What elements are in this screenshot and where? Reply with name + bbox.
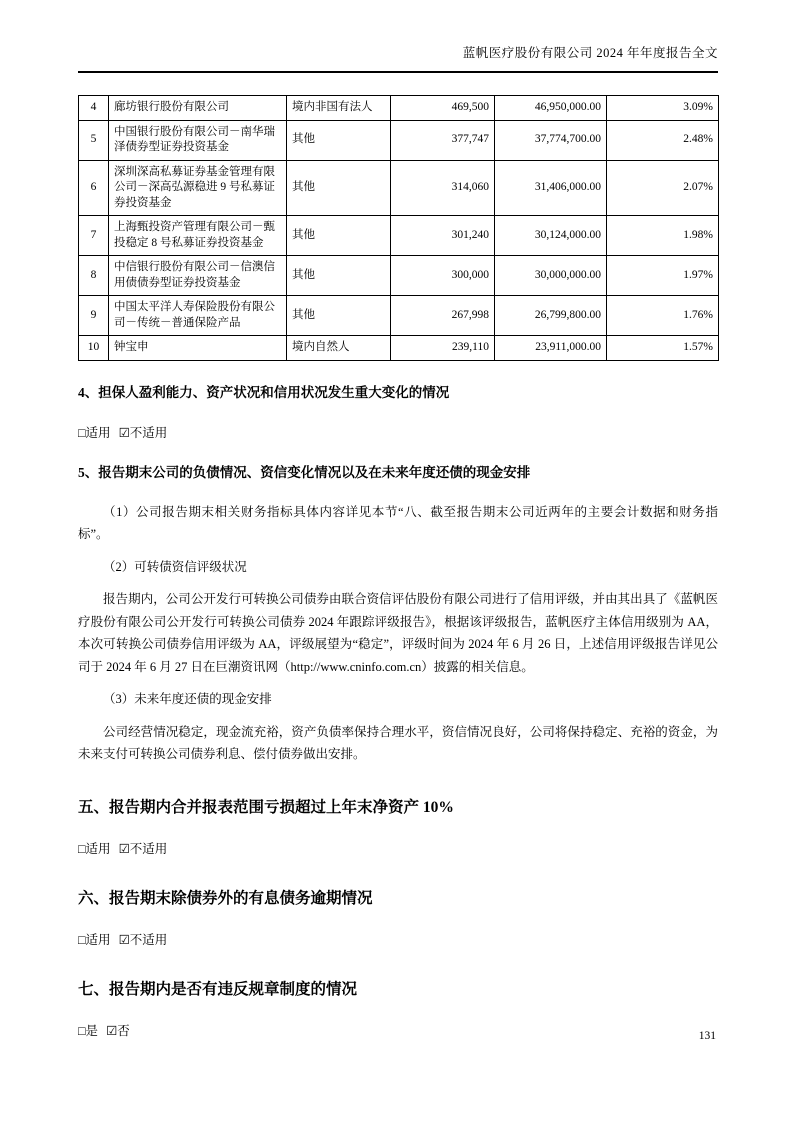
percentage-value: 2.07%: [607, 160, 719, 216]
section-4-applicability: [78, 425, 718, 441]
header-title: 蓝帆医疗股份有限公司 2024 年年度报告全文: [462, 46, 718, 60]
section-5-paragraph-5: 公司经营情况稳定，现金流充裕，资产负债率保持合理水平，资信情况良好，公司将保持稳定、充裕的资金，为未来支付可转换公司债券利息、偿付债券做出安排。: [78, 724, 718, 761]
section-5-paragraph-4: （3）未来年度还债的现金安排: [103, 692, 272, 706]
section-seven-heading: 七、报告期内是否有违反规章制度的情况: [78, 980, 358, 998]
section-4-heading: 4、担保人盈利能力、资产状况和信用状况发生重大变化的情况: [78, 384, 450, 400]
amount-value: 46,950,000.00: [495, 96, 607, 121]
section-six-applicability: [78, 932, 718, 948]
checkbox-not-applicable: ☑不适用: [118, 841, 168, 856]
section-5-paragraph-2: （2）可转债资信评级状况: [103, 559, 247, 574]
checkbox-not-applicable: ☑不适用: [118, 425, 168, 440]
amount-value: 30,124,000.00: [495, 216, 607, 256]
shares-count: 267,998: [391, 296, 495, 336]
amount-value: 26,799,800.00: [495, 296, 607, 336]
shareholder-type: 其他: [287, 216, 391, 256]
shareholder-name: 深圳深高私募证券基金管理有限公司－深高弘源稳进 9 号私募证券投资基金: [109, 160, 287, 216]
checkbox-applicable: □适用: [78, 425, 111, 440]
shareholders-table-body: [79, 96, 719, 361]
table-row: [79, 296, 719, 336]
shareholder-name: 钟宝申: [109, 336, 287, 361]
shareholder-type: 其他: [287, 256, 391, 296]
shareholders-table: [78, 95, 719, 361]
shares-count: 300,000: [391, 256, 495, 296]
table-row: [79, 120, 719, 160]
amount-value: 37,774,700.00: [495, 120, 607, 160]
shares-count: 469,500: [391, 96, 495, 121]
percentage-value: 1.97%: [607, 256, 719, 296]
percentage-value: 2.48%: [607, 120, 719, 160]
checkbox-applicable: □适用: [78, 932, 111, 947]
row-number: 10: [79, 336, 109, 361]
checkbox-no: ☑否: [106, 1023, 130, 1038]
percentage-value: 1.76%: [607, 296, 719, 336]
shareholder-type: 其他: [287, 296, 391, 336]
shareholder-name: 廊坊银行股份有限公司: [109, 96, 287, 121]
section-five-heading: 五、报告期内合并报表范围亏损超过上年末净资产 10%: [78, 798, 454, 816]
amount-value: 30,000,000.00: [495, 256, 607, 296]
section-seven-applicability: [78, 1023, 718, 1039]
section-5-heading: 5、报告期末公司的负债情况、资信变化情况以及在未来年度还债的现金安排: [78, 464, 531, 480]
shareholder-type: 境内自然人: [287, 336, 391, 361]
checkbox-yes: □是: [78, 1023, 99, 1038]
shareholder-type: 其他: [287, 160, 391, 216]
section-5-paragraph-1: （1）公司报告期末相关财务指标具体内容详见本节“八、截至报告期末公司近两年的主要会计数据和财务指标”。: [78, 504, 718, 541]
row-number: 5: [79, 120, 109, 160]
percentage-value: 1.98%: [607, 216, 719, 256]
shares-count: 301,240: [391, 216, 495, 256]
percentage-value: 3.09%: [607, 96, 719, 121]
shareholder-name: 中国太平洋人寿保险股份有限公司－传统－普通保险产品: [109, 296, 287, 336]
shareholder-name: 中信银行股份有限公司－信澳信用债债券型证券投资基金: [109, 256, 287, 296]
section-five-applicability: [78, 841, 718, 857]
table-row: [79, 216, 719, 256]
row-number: 9: [79, 296, 109, 336]
section-5-paragraph-3: 报告期内，公司公开发行可转换公司债券由联合资信评估股份有限公司进行了信用评级，并由其出具了《蓝帆医疗股份有限公司公开发行可转换公司债券 2024 年跟踪评级报告》，根据该评级报告，蓝帆医疗主体信用级别为 AA，本次可转换公司债券信用评级为 AA，评级展望为“稳定”，评级时间为 2024 年 6 月 26 日，上述信用评级报告详见公司于 2024 年 6 月 27 日在巨潮资讯网（http://www.cninfo.com.cn）披露的相关信息。: [78, 592, 718, 674]
table-row: [79, 96, 719, 121]
table-row: [79, 336, 719, 361]
amount-value: 31,406,000.00: [495, 160, 607, 216]
table-row: [79, 256, 719, 296]
shares-count: 377,747: [391, 120, 495, 160]
row-number: 6: [79, 160, 109, 216]
page-number: 131: [698, 1030, 716, 1042]
shareholder-type: 境内非国有法人: [287, 96, 391, 121]
checkbox-applicable: □适用: [78, 841, 111, 856]
table-row: [79, 160, 719, 216]
page-header: [78, 0, 718, 73]
row-number: 7: [79, 216, 109, 256]
row-number: 4: [79, 96, 109, 121]
amount-value: 23,911,000.00: [495, 336, 607, 361]
percentage-value: 1.57%: [607, 336, 719, 361]
shares-count: 314,060: [391, 160, 495, 216]
shareholder-name: 上海甄投资产管理有限公司－甄投稳定 8 号私募证券投资基金: [109, 216, 287, 256]
shares-count: 239,110: [391, 336, 495, 361]
checkbox-not-applicable: ☑不适用: [118, 932, 168, 947]
shareholder-name: 中国银行股份有限公司－南华瑞泽债券型证券投资基金: [109, 120, 287, 160]
row-number: 8: [79, 256, 109, 296]
page-content: [78, 0, 718, 1039]
section-six-heading: 六、报告期末除债券外的有息债务逾期情况: [78, 889, 373, 907]
shareholder-type: 其他: [287, 120, 391, 160]
